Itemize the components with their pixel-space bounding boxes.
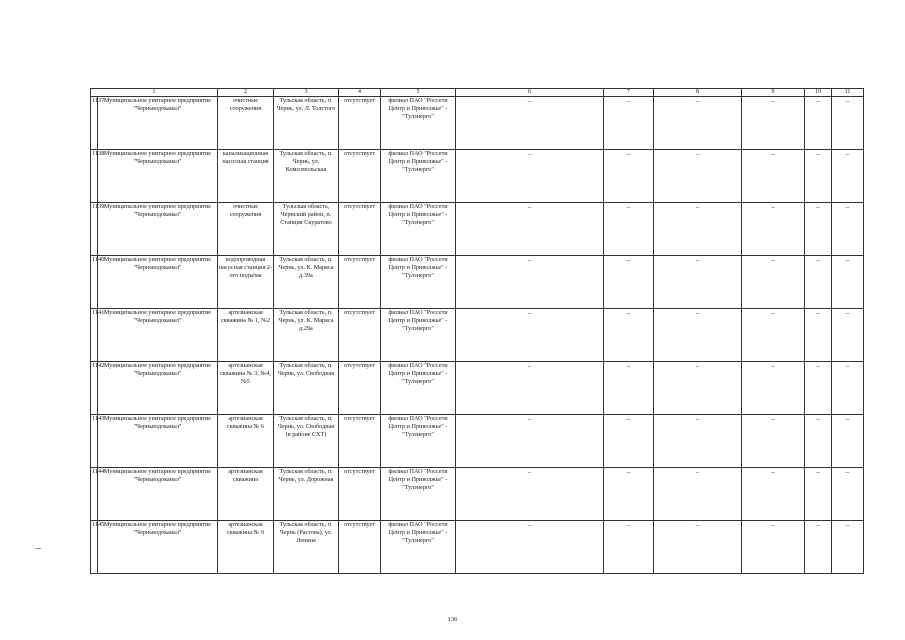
col6-cell: – bbox=[456, 150, 604, 203]
col8-cell: – bbox=[654, 468, 742, 521]
object-cell: очистные сооружения bbox=[218, 203, 274, 256]
col10-cell: – bbox=[805, 521, 832, 574]
column-number-1: 1 bbox=[91, 89, 218, 97]
col11-cell: – bbox=[832, 309, 864, 362]
column-number-row bbox=[91, 89, 864, 97]
row-number: 1145 bbox=[91, 521, 98, 574]
col10-cell: – bbox=[805, 362, 832, 415]
col9-cell: – bbox=[742, 203, 805, 256]
supplier-cell: филиал ПАО "Россети Центр и Приволжье" - "Тулэнерго" bbox=[381, 309, 456, 362]
col9-cell: – bbox=[742, 256, 805, 309]
col10-cell: – bbox=[805, 97, 832, 150]
address-cell: Тульская область, п. Чернь, ул. Свободная (в районе СХТ) bbox=[274, 415, 339, 468]
col11-cell: – bbox=[832, 415, 864, 468]
row-number: 1139 bbox=[91, 203, 98, 256]
col6-cell: – bbox=[456, 468, 604, 521]
col11-cell: – bbox=[832, 362, 864, 415]
owner-cell: Муниципальное унитарное предприятие "Черньводоканал" bbox=[98, 468, 218, 521]
owner-cell: Муниципальное унитарное предприятие "Черньводоканал" bbox=[98, 309, 218, 362]
status-cell: отсутствует bbox=[339, 415, 381, 468]
col7-cell: – bbox=[604, 150, 654, 203]
col10-cell: – bbox=[805, 468, 832, 521]
scan-artifact bbox=[35, 548, 41, 549]
owner-cell: Муниципальное унитарное предприятие "Черньводоканал" bbox=[98, 521, 218, 574]
table-row bbox=[91, 521, 864, 574]
column-number-10: 10 bbox=[805, 89, 832, 97]
column-number-3: 3 bbox=[274, 89, 339, 97]
address-cell: Тульская область, Чернский район, п. Станция Скуратово bbox=[274, 203, 339, 256]
col6-cell: – bbox=[456, 203, 604, 256]
col7-cell: – bbox=[604, 203, 654, 256]
column-number-11: 11 bbox=[832, 89, 864, 97]
col11-cell: – bbox=[832, 521, 864, 574]
page-number: 136 bbox=[447, 616, 458, 623]
supplier-cell: филиал ПАО "Россети Центр и Приволжье" - "Тулэнерго" bbox=[381, 150, 456, 203]
table-row bbox=[91, 309, 864, 362]
row-number: 1143 bbox=[91, 415, 98, 468]
address-cell: Тульская область, п. Чернь, ул. Комсомольская bbox=[274, 150, 339, 203]
table-row bbox=[91, 468, 864, 521]
col6-cell: – bbox=[456, 415, 604, 468]
col9-cell: – bbox=[742, 362, 805, 415]
row-number: 1142 bbox=[91, 362, 98, 415]
col7-cell: – bbox=[604, 97, 654, 150]
owner-cell: Муниципальное унитарное предприятие "Черньводоканал" bbox=[98, 150, 218, 203]
col8-cell: – bbox=[654, 203, 742, 256]
object-cell: очистные сооружения bbox=[218, 97, 274, 150]
table-row bbox=[91, 415, 864, 468]
supplier-cell: филиал ПАО "Россети Центр и Приволжье" - "Тулэнерго" bbox=[381, 97, 456, 150]
register-body bbox=[91, 97, 864, 574]
address-cell: Тульская область, п. Чернь, ул. Дорожная bbox=[274, 468, 339, 521]
col9-cell: – bbox=[742, 521, 805, 574]
object-cell: артезианская скважина bbox=[218, 468, 274, 521]
owner-cell: Муниципальное унитарное предприятие "Черньводоканал" bbox=[98, 415, 218, 468]
table-row bbox=[91, 203, 864, 256]
status-cell: отсутствует bbox=[339, 97, 381, 150]
status-cell: отсутствует bbox=[339, 203, 381, 256]
col7-cell: – bbox=[604, 309, 654, 362]
col7-cell: – bbox=[604, 362, 654, 415]
table-row bbox=[91, 362, 864, 415]
col11-cell: – bbox=[832, 150, 864, 203]
col7-cell: – bbox=[604, 256, 654, 309]
address-cell: Тульская область, п. Чернь, ул. К. Маркса д.29а bbox=[274, 309, 339, 362]
col7-cell: – bbox=[604, 521, 654, 574]
table-row bbox=[91, 150, 864, 203]
supplier-cell: филиал ПАО "Россети Центр и Приволжье" - "Тулэнерго" bbox=[381, 256, 456, 309]
status-cell: отсутствует bbox=[339, 362, 381, 415]
address-cell: Тульская область, п. Чернь (Растова), ул. Ленина bbox=[274, 521, 339, 574]
col9-cell: – bbox=[742, 97, 805, 150]
supplier-cell: филиал ПАО "Россети Центр и Приволжье" - "Тулэнерго" bbox=[381, 415, 456, 468]
table-row bbox=[91, 256, 864, 309]
col11-cell: – bbox=[832, 97, 864, 150]
col8-cell: – bbox=[654, 521, 742, 574]
supplier-cell: филиал ПАО "Россети Центр и Приволжье" - "Тулэнерго" bbox=[381, 468, 456, 521]
col8-cell: – bbox=[654, 150, 742, 203]
col9-cell: – bbox=[742, 150, 805, 203]
row-number: 1138 bbox=[91, 150, 98, 203]
col7-cell: – bbox=[604, 415, 654, 468]
status-cell: отсутствует bbox=[339, 256, 381, 309]
col6-cell: – bbox=[456, 521, 604, 574]
status-cell: отсутствует bbox=[339, 468, 381, 521]
row-number: 1137 bbox=[91, 97, 98, 150]
col8-cell: – bbox=[654, 362, 742, 415]
col11-cell: – bbox=[832, 256, 864, 309]
col9-cell: – bbox=[742, 415, 805, 468]
register-table bbox=[90, 88, 864, 574]
col6-cell: – bbox=[456, 97, 604, 150]
col11-cell: – bbox=[832, 203, 864, 256]
address-cell: Тульская область, п. Чернь, ул. К. Маркса д.39а bbox=[274, 256, 339, 309]
address-cell: Тульская область, п. Чернь, ул. Л. Толстого bbox=[274, 97, 339, 150]
supplier-cell: филиал ПАО "Россети Центр и Приволжье" - "Тулэнерго" bbox=[381, 203, 456, 256]
object-cell: артезианская скважина № 6 bbox=[218, 415, 274, 468]
col10-cell: – bbox=[805, 203, 832, 256]
col10-cell: – bbox=[805, 415, 832, 468]
row-number: 1141 bbox=[91, 309, 98, 362]
object-cell: канализационная насосная станция bbox=[218, 150, 274, 203]
col8-cell: – bbox=[654, 256, 742, 309]
owner-cell: Муниципальное унитарное предприятие "Черньводоканал" bbox=[98, 362, 218, 415]
address-cell: Тульская область, п. Чернь, ул. Свободная bbox=[274, 362, 339, 415]
status-cell: отсутствует bbox=[339, 150, 381, 203]
object-cell: артезианская скважина № 1, №2 bbox=[218, 309, 274, 362]
col7-cell: – bbox=[604, 468, 654, 521]
col8-cell: – bbox=[654, 97, 742, 150]
row-number: 1140 bbox=[91, 256, 98, 309]
column-number-5: 5 bbox=[381, 89, 456, 97]
col10-cell: – bbox=[805, 256, 832, 309]
object-cell: артезианская скважина № 9 bbox=[218, 521, 274, 574]
supplier-cell: филиал ПАО "Россети Центр и Приволжье" - "Тулэнерго" bbox=[381, 521, 456, 574]
col9-cell: – bbox=[742, 468, 805, 521]
owner-cell: Муниципальное унитарное предприятие "Черньводоканал" bbox=[98, 256, 218, 309]
supplier-cell: филиал ПАО "Россети Центр и Приволжье" - "Тулэнерго" bbox=[381, 362, 456, 415]
status-cell: отсутствует bbox=[339, 309, 381, 362]
column-number-4: 4 bbox=[339, 89, 381, 97]
col9-cell: – bbox=[742, 309, 805, 362]
column-number-2: 2 bbox=[218, 89, 274, 97]
col6-cell: – bbox=[456, 362, 604, 415]
col10-cell: – bbox=[805, 309, 832, 362]
row-number: 1144 bbox=[91, 468, 98, 521]
col11-cell: – bbox=[832, 468, 864, 521]
column-number-6: 6 bbox=[456, 89, 604, 97]
col8-cell: – bbox=[654, 309, 742, 362]
column-number-7: 7 bbox=[604, 89, 654, 97]
owner-cell: Муниципальное унитарное предприятие "Черньводоканал" bbox=[98, 97, 218, 150]
object-cell: артезианская скважина № 3, №4, №5 bbox=[218, 362, 274, 415]
column-number-9: 9 bbox=[742, 89, 805, 97]
col10-cell: – bbox=[805, 150, 832, 203]
col6-cell: – bbox=[456, 256, 604, 309]
col6-cell: – bbox=[456, 309, 604, 362]
owner-cell: Муниципальное унитарное предприятие "Черньводоканал" bbox=[98, 203, 218, 256]
status-cell: отсутствует bbox=[339, 521, 381, 574]
table-row bbox=[91, 97, 864, 150]
col8-cell: – bbox=[654, 415, 742, 468]
object-cell: водопроводная насосная станция 2-ого подъёма bbox=[218, 256, 274, 309]
column-number-8: 8 bbox=[654, 89, 742, 97]
